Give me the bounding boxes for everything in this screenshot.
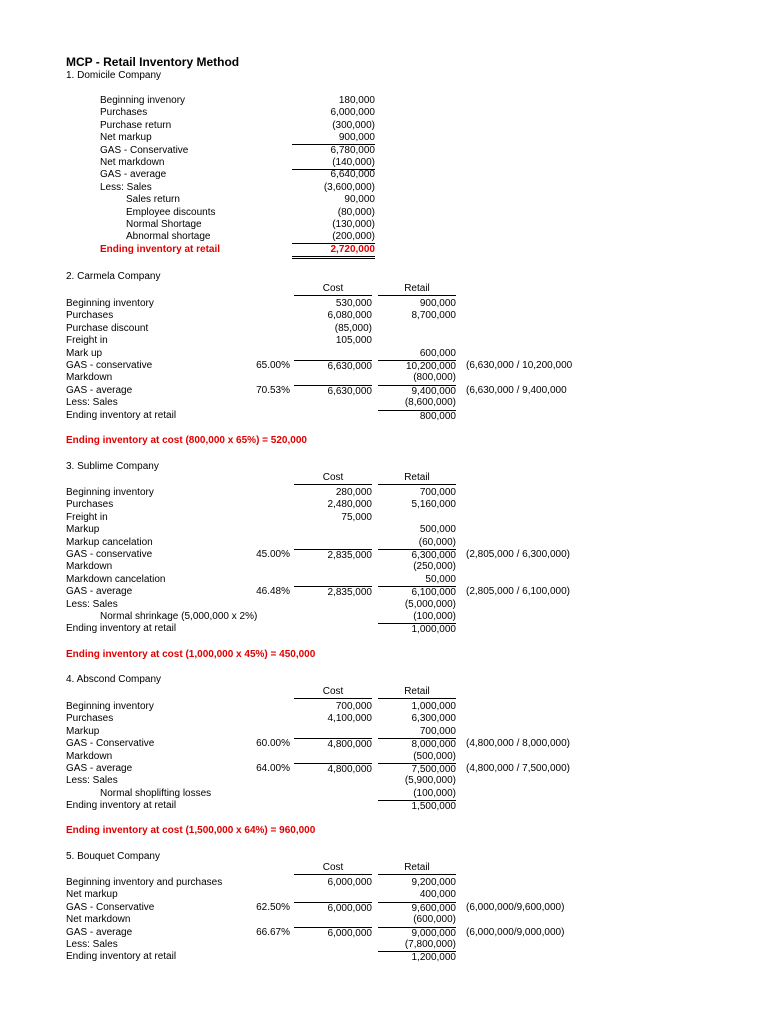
s1-row-value: 6,780,000 bbox=[330, 144, 375, 156]
s3-row-note: (2,805,000 / 6,300,000) bbox=[466, 549, 570, 560]
s3-row-label: GAS - average bbox=[66, 586, 133, 598]
page-title: MCP - Retail Inventory Method bbox=[66, 55, 240, 69]
s3-row-retail: (250,000) bbox=[413, 561, 456, 573]
s5-retail-header: Retail bbox=[378, 862, 456, 875]
s4-row-label: Beginning inventory bbox=[66, 701, 154, 712]
section-2-heading: 2. Carmela Company bbox=[66, 271, 161, 282]
s2-row-note: (6,630,000 / 9,400,000 bbox=[466, 384, 567, 396]
s1-row-label: Less: Sales bbox=[100, 181, 152, 193]
s4-row-retail: 1,000,000 bbox=[411, 701, 456, 712]
s3-row-retail: (5,000,000) bbox=[404, 598, 456, 610]
s1-row-value: 6,640,000 bbox=[330, 169, 375, 181]
s2-row-cost: 6,630,000 bbox=[294, 360, 372, 373]
s5-row-retail: 1,200,000 bbox=[378, 951, 456, 964]
s5-row-note: (6,000,000/9,600,000) bbox=[466, 901, 565, 913]
s2-row-retail: 10,200,000 bbox=[378, 360, 456, 373]
s1-row-value: 90,000 bbox=[344, 194, 375, 206]
s5-row-retail: (600,000) bbox=[413, 914, 456, 926]
s4-row-label: Less: Sales bbox=[66, 775, 118, 787]
s1-row-label: Sales return bbox=[126, 194, 180, 206]
s2-row-cost: 105,000 bbox=[335, 335, 372, 347]
section-3-result: Ending inventory at cost (1,000,000 x 45%) = 450,000 bbox=[66, 649, 316, 660]
s4-row-cost: 4,100,000 bbox=[327, 713, 372, 725]
s3-row-label: Less: Sales bbox=[66, 598, 118, 610]
section-4-heading: 4. Abscond Company bbox=[66, 674, 162, 685]
s2-row-label: GAS - average bbox=[66, 384, 133, 396]
s5-row-label: Beginning inventory and purchases bbox=[66, 877, 223, 888]
s3-row-retail: 5,160,000 bbox=[411, 499, 456, 511]
s4-row-note: (4,800,000 / 7,500,000) bbox=[466, 763, 570, 774]
s4-retail-header: Retail bbox=[378, 686, 456, 699]
s5-row-label: GAS - average bbox=[66, 926, 133, 938]
s4-row-retail: (500,000) bbox=[413, 750, 456, 762]
s4-row-note: (4,800,000 / 8,000,000) bbox=[466, 738, 570, 750]
s1-row-value: 2,720,000 bbox=[292, 244, 375, 259]
s2-retail-header: Retail bbox=[378, 283, 456, 296]
s2-row-label: Purchase discount bbox=[66, 322, 149, 334]
s5-row-note: (6,000,000/9,000,000) bbox=[466, 926, 565, 938]
s4-row-retail: 7,500,000 bbox=[378, 763, 456, 776]
s3-row-retail: (60,000) bbox=[418, 536, 456, 548]
s2-cost-header: Cost bbox=[294, 283, 372, 296]
s2-row-cost: (85,000) bbox=[334, 322, 372, 334]
s2-row-retail: 8,700,000 bbox=[411, 310, 456, 322]
s1-row-label: GAS - Conservative bbox=[100, 144, 189, 156]
s1-row-label: Purchases bbox=[100, 107, 148, 119]
s3-row-retail: 6,100,000 bbox=[378, 586, 456, 599]
s3-row-retail: 6,300,000 bbox=[378, 549, 456, 562]
s3-row-label: Purchases bbox=[66, 499, 114, 511]
s1-row-label: Purchase return bbox=[100, 119, 172, 131]
s3-row-cost: 2,835,000 bbox=[294, 549, 372, 562]
s2-row-label: GAS - conservative bbox=[66, 360, 153, 371]
s3-row-label: Markup bbox=[66, 524, 100, 536]
s1-row-value: (140,000) bbox=[292, 157, 375, 170]
s4-row-retail: (100,000) bbox=[413, 787, 456, 799]
section-5-heading: 5. Bouquet Company bbox=[66, 851, 160, 862]
s1-row-label: Ending inventory at retail bbox=[100, 243, 221, 255]
s4-row-retail: 1,500,000 bbox=[378, 800, 456, 813]
s2-row-ratio: 70.53% bbox=[256, 384, 290, 396]
s3-row-cost: 280,000 bbox=[335, 487, 372, 498]
s2-row-label: Beginning inventory bbox=[66, 298, 154, 309]
s3-row-note: (2,805,000 / 6,100,000) bbox=[466, 586, 570, 598]
s1-row-label: Net markdown bbox=[100, 157, 165, 168]
s1-row-value: (80,000) bbox=[337, 206, 375, 218]
s2-row-retail: 800,000 bbox=[378, 410, 456, 423]
s5-row-retail: 9,000,000 bbox=[378, 927, 456, 940]
s3-row-retail: 50,000 bbox=[425, 573, 456, 585]
s5-row-label: Net markdown bbox=[66, 914, 131, 926]
s3-row-label: Beginning inventory bbox=[66, 487, 154, 498]
s2-row-ratio: 65.00% bbox=[256, 360, 290, 371]
s3-row-cost: 75,000 bbox=[341, 511, 372, 523]
s1-row-value: (3,600,000) bbox=[323, 181, 375, 193]
s3-row-label: GAS - conservative bbox=[66, 549, 153, 560]
s5-row-label: GAS - Conservative bbox=[66, 901, 155, 913]
s1-row-value: (200,000) bbox=[292, 231, 375, 244]
s3-row-label: Markdown bbox=[66, 561, 113, 573]
s3-row-ratio: 45.00% bbox=[256, 549, 290, 560]
s2-row-retail: 9,400,000 bbox=[378, 385, 456, 398]
s2-row-retail: (8,600,000) bbox=[404, 397, 456, 409]
s2-row-cost: 6,630,000 bbox=[294, 385, 372, 398]
s3-cost-header: Cost bbox=[294, 472, 372, 485]
s2-row-label: Less: Sales bbox=[66, 397, 118, 409]
s5-row-ratio: 66.67% bbox=[256, 926, 290, 938]
s3-row-retail: (100,000) bbox=[413, 611, 456, 622]
s1-row-label: Net markup bbox=[100, 132, 152, 144]
s2-row-label: Purchases bbox=[66, 310, 114, 322]
s4-row-label: Markup bbox=[66, 725, 100, 737]
s4-row-ratio: 64.00% bbox=[256, 763, 290, 774]
s4-row-retail: 8,000,000 bbox=[378, 738, 456, 751]
section-3-heading: 3. Sublime Company bbox=[66, 461, 159, 472]
s5-row-label: Less: Sales bbox=[66, 939, 118, 950]
s5-row-cost: 6,000,000 bbox=[294, 902, 372, 915]
s5-cost-header: Cost bbox=[294, 862, 372, 875]
s1-row-value: (300,000) bbox=[332, 119, 375, 131]
s2-row-note: (6,630,000 / 10,200,000 bbox=[466, 360, 573, 371]
s4-row-label: Ending inventory at retail bbox=[66, 800, 177, 812]
s2-row-label: Mark up bbox=[66, 347, 103, 359]
s3-row-ratio: 46.48% bbox=[256, 586, 290, 598]
s3-row-label: Normal shrinkage (5,000,000 x 2%) bbox=[100, 611, 258, 622]
s4-row-label: GAS - average bbox=[66, 763, 133, 774]
s3-retail-header: Retail bbox=[378, 472, 456, 485]
s5-row-label: Ending inventory at retail bbox=[66, 951, 177, 963]
s5-row-label: Net markup bbox=[66, 889, 118, 901]
s5-row-retail: 9,600,000 bbox=[378, 902, 456, 915]
s2-row-retail: 900,000 bbox=[419, 298, 456, 309]
s1-row-label: Employee discounts bbox=[126, 206, 216, 218]
s1-row-label: Beginning invenory bbox=[100, 95, 186, 106]
s4-row-retail: 700,000 bbox=[419, 725, 456, 737]
s3-row-label: Markup cancelation bbox=[66, 536, 153, 548]
s4-row-label: Normal shoplifting losses bbox=[100, 787, 212, 799]
s3-row-retail: 700,000 bbox=[419, 487, 456, 498]
s3-row-cost: 2,835,000 bbox=[294, 586, 372, 599]
s3-row-retail: 500,000 bbox=[419, 524, 456, 536]
s1-row-label: GAS - average bbox=[100, 169, 167, 181]
s4-cost-header: Cost bbox=[294, 686, 372, 699]
s2-row-cost: 530,000 bbox=[335, 298, 372, 309]
s1-row-value: 180,000 bbox=[338, 95, 375, 106]
s4-row-retail: 6,300,000 bbox=[411, 713, 456, 725]
s2-row-label: Freight in bbox=[66, 335, 108, 347]
s3-row-label: Ending inventory at retail bbox=[66, 623, 177, 635]
s3-row-label: Freight in bbox=[66, 511, 108, 523]
s5-row-retail: (7,800,000) bbox=[404, 939, 456, 950]
s4-row-cost: 700,000 bbox=[335, 701, 372, 712]
s2-row-retail: 600,000 bbox=[419, 347, 456, 359]
s3-row-retail: 1,000,000 bbox=[378, 623, 456, 636]
section-1-heading: 1. Domicile Company bbox=[66, 70, 162, 81]
s2-row-retail: (800,000) bbox=[413, 372, 456, 384]
s4-row-cost: 4,800,000 bbox=[294, 738, 372, 751]
s4-row-label: Markdown bbox=[66, 750, 113, 762]
s5-row-retail: 9,200,000 bbox=[411, 877, 456, 888]
s2-row-label: Ending inventory at retail bbox=[66, 409, 177, 421]
section-2-result: Ending inventory at cost (800,000 x 65%) = 520,000 bbox=[66, 435, 307, 446]
s5-row-retail: 400,000 bbox=[419, 889, 456, 901]
s4-row-ratio: 60.00% bbox=[256, 738, 290, 750]
s4-row-retail: (5,900,000) bbox=[404, 775, 456, 787]
s5-row-cost: 6,000,000 bbox=[294, 927, 372, 940]
s2-row-label: Markdown bbox=[66, 372, 113, 384]
s1-row-label: Normal Shortage bbox=[126, 219, 202, 230]
s4-row-label: GAS - Conservative bbox=[66, 738, 155, 750]
s1-row-value: (130,000) bbox=[332, 219, 375, 230]
s1-row-label: Abnormal shortage bbox=[126, 231, 211, 243]
s3-row-label: Markdown cancelation bbox=[66, 573, 166, 585]
s1-row-value: 6,000,000 bbox=[330, 107, 375, 119]
s5-row-ratio: 62.50% bbox=[256, 901, 290, 913]
s4-row-cost: 4,800,000 bbox=[294, 763, 372, 776]
s3-row-cost: 2,480,000 bbox=[327, 499, 372, 511]
s1-row-value: 900,000 bbox=[292, 132, 375, 145]
s5-row-cost: 6,000,000 bbox=[327, 877, 372, 888]
section-4-result: Ending inventory at cost (1,500,000 x 64%) = 960,000 bbox=[66, 825, 316, 836]
s4-row-label: Purchases bbox=[66, 713, 114, 725]
s2-row-cost: 6,080,000 bbox=[327, 310, 372, 322]
